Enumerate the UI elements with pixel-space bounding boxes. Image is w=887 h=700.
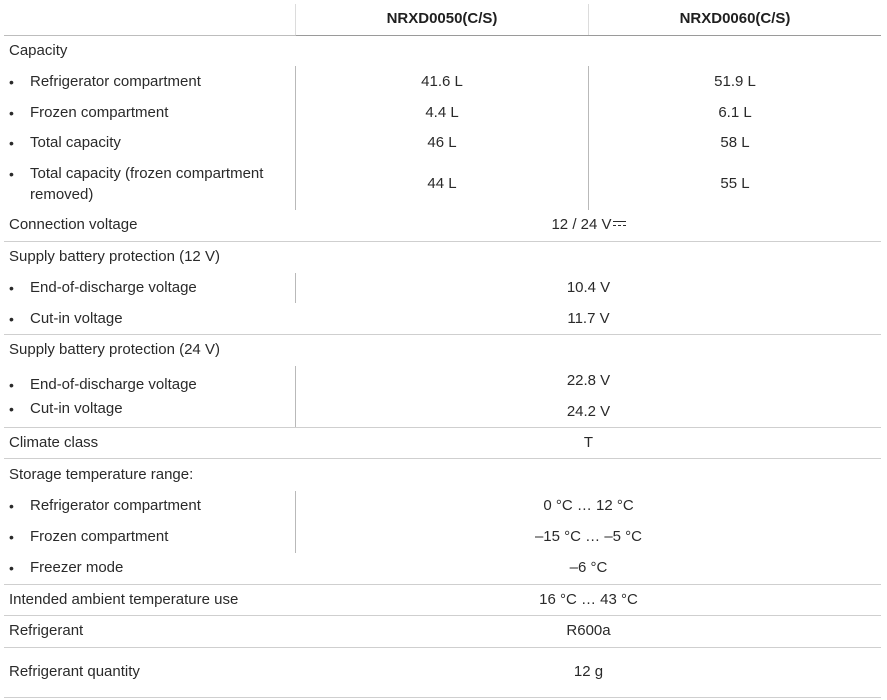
value-cell: 46 L [427,134,457,151]
bullet-icon: • [9,135,14,151]
value-cell: 12 g [573,663,604,680]
row-divider [4,427,881,428]
value-cell-connection-voltage [296,216,881,234]
connection-voltage-value: 12 / 24 V [551,216,612,233]
value-cell: 44 L [427,175,457,192]
value-cell: 10.4 V [566,279,611,296]
value-cell: R600a [566,622,611,639]
row-label-refrigerant: Refrigerant [9,622,84,639]
row-divider [4,334,881,335]
row-label-refrigerant-quantity: Refrigerant quantity [9,663,140,680]
value-cell: 4.4 L [425,104,459,121]
value-cell: 16 °C … 43 °C [539,591,638,608]
value-cell: 11.7 V [567,310,610,327]
section-label-storage-temperature: Storage temperature range: [9,466,194,483]
value-cell: 55 L [720,175,750,192]
row-label-total-capacity-removed: Total capacity (frozen compartment [30,165,264,182]
row-label-cut-in: Cut-in voltage [30,310,123,327]
row-divider [4,584,881,585]
row-label-refrigerator-compartment: Refrigerator compartment [30,73,201,90]
row-label-freezer-mode: Freezer mode [30,559,124,576]
row-divider [4,35,296,36]
row-divider [296,35,881,36]
row-label-total-capacity: Total capacity [30,134,121,151]
value-cell: –15 °C … –5 °C [534,528,643,545]
section-label-battery-12v: Supply battery protection (12 V) [9,248,220,265]
value-cell: 0 °C … 12 °C [543,497,634,514]
bullet-icon: • [9,280,14,296]
row-label-end-of-discharge: End-of-discharge voltage [30,279,197,296]
dc-symbol-icon [613,220,626,228]
row-label-ambient-temperature: Intended ambient temperature use [9,591,239,608]
value-cell: –6 °C [569,559,608,576]
row-label-frozen-compartment: Frozen compartment [30,104,169,121]
row-divider [4,241,881,242]
bullet-icon: • [9,311,14,327]
value-cell: 24.2 V [566,403,611,420]
row-label-refrigerator-compartment: Refrigerator compartment [30,497,201,514]
value-cell: 58 L [720,134,750,151]
row-label-connection-voltage: Connection voltage [9,216,138,233]
value-cell: 6.1 L [718,104,752,121]
column-header-nrxd0050: NRXD0050(C/S) [386,10,498,27]
bullet-icon: • [9,560,14,576]
row-divider [4,647,881,648]
bullet-icon: • [9,498,14,514]
bullet-icon: • [9,166,14,182]
value-cell: 41.6 L [421,73,463,90]
row-label-frozen-compartment: Frozen compartment [30,528,169,545]
value-cell: T [583,434,594,451]
row-label-climate-class: Climate class [9,434,99,451]
bullet-icon: • [9,105,14,121]
row-divider [4,615,881,616]
bullet-icon: • [9,529,14,545]
bullet-icon: • [9,401,14,417]
bullet-icon: • [9,377,14,393]
section-label-battery-24v: Supply battery protection (24 V) [9,341,220,358]
row-label-total-capacity-removed-line2: removed) [30,186,94,203]
row-divider [4,697,881,698]
row-divider [4,458,881,459]
value-cell: 22.8 V [566,372,611,389]
bullet-icon: • [9,74,14,90]
row-label-cut-in: Cut-in voltage [30,400,123,417]
row-label-end-of-discharge: End-of-discharge voltage [30,376,197,393]
column-header-nrxd0060: NRXD0060(C/S) [679,10,791,27]
value-cell: 51.9 L [714,73,756,90]
section-label-capacity: Capacity [9,42,68,59]
